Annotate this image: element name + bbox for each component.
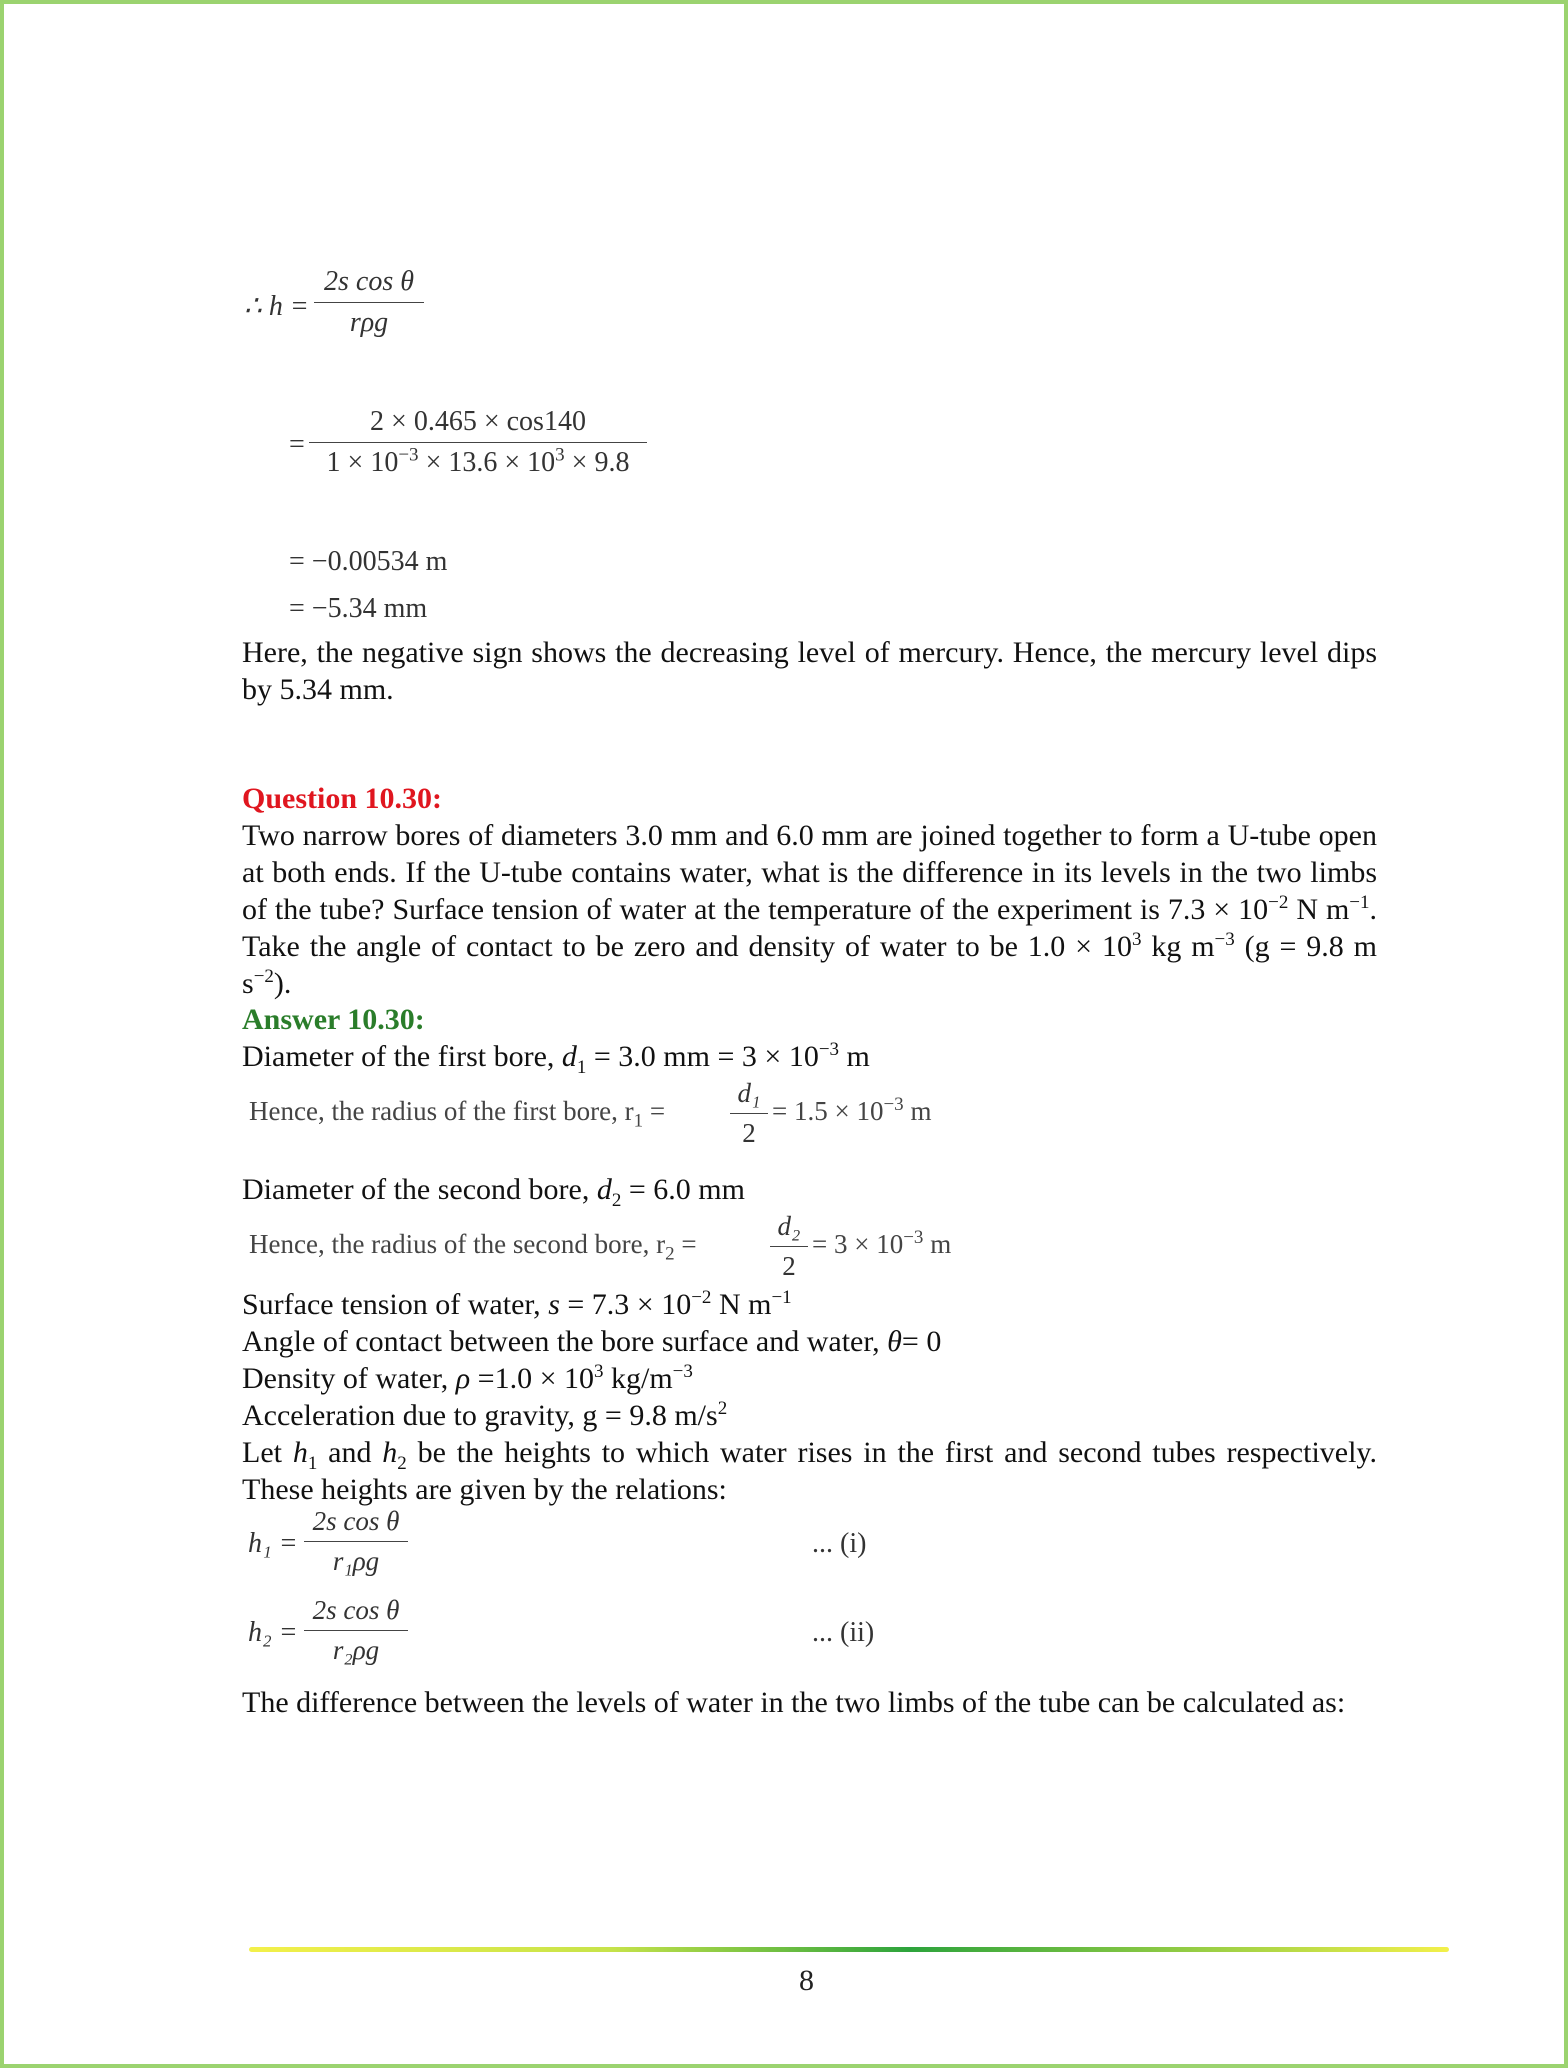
mercury-conclusion-paragraph: Here, the negative sign shows the decreasing level of mercury. Hence, the mercury level dips by 5.34 mm. bbox=[242, 636, 1377, 706]
d2-label: Diameter of the second bore, bbox=[242, 1173, 597, 1206]
g-label: Acceleration due to gravity, g = 9.8 m/s bbox=[242, 1399, 718, 1432]
question-exp-c: 3 bbox=[1131, 929, 1142, 950]
question-text-d: kg m bbox=[1141, 930, 1215, 963]
substitution-fraction bbox=[309, 406, 647, 479]
h-formula-numerator: 2s cos θ bbox=[324, 266, 414, 297]
eq2-numerator: 2s cos θ bbox=[312, 1595, 400, 1625]
contact-angle-line bbox=[242, 1323, 941, 1360]
r2-label: Hence, the radius of the second bore, r bbox=[249, 1229, 666, 1259]
r2-equals: = bbox=[674, 1229, 697, 1259]
r2-subscript: 2 bbox=[665, 1243, 675, 1265]
closing-paragraph: The difference between the levels of water in the two limbs of the tube can be calculated as: bbox=[242, 1686, 1346, 1719]
eq2-tag: ... (ii) bbox=[812, 1617, 875, 1648]
surface-tension-line bbox=[242, 1286, 792, 1323]
h2-symbol: h bbox=[382, 1436, 398, 1469]
question-title: Question 10.30: bbox=[242, 782, 443, 815]
g-exponent: 2 bbox=[717, 1398, 728, 1419]
h-formula-denominator: rρg bbox=[349, 307, 389, 338]
question-paragraph bbox=[242, 817, 1377, 1002]
rho-unit-exponent: −3 bbox=[672, 1361, 693, 1382]
rho-symbol: ρ bbox=[455, 1362, 471, 1395]
rho-value: =1.0 × 10 bbox=[470, 1362, 594, 1395]
r2-unit: m bbox=[923, 1229, 952, 1259]
r2-value-line bbox=[812, 1229, 951, 1260]
question-text-c: . Take the angle of contact to be zero and density of water to be 1.0 × 10 bbox=[242, 893, 1377, 963]
s-exponent: −2 bbox=[691, 1287, 712, 1308]
d1-label: Diameter of the first bore, bbox=[242, 1040, 562, 1073]
r1-unit: m bbox=[903, 1096, 932, 1126]
eq1-denominator: r₁ρg bbox=[332, 1546, 380, 1576]
eq1-fraction bbox=[304, 1506, 408, 1577]
answer-title: Answer 10.30: bbox=[242, 1003, 425, 1036]
s-unit-exponent: −1 bbox=[771, 1287, 792, 1308]
d2-subscript: 2 bbox=[611, 1190, 622, 1211]
question-text-e: (g = 9.8 m s bbox=[242, 930, 1377, 1000]
question-exp-e: −2 bbox=[253, 966, 274, 987]
r1-label: Hence, the radius of the first bore, r bbox=[249, 1096, 634, 1126]
d1-exponent: −3 bbox=[818, 1039, 840, 1060]
r2-numerator: d₂ bbox=[777, 1211, 801, 1241]
eq2-lhs: h₂ = bbox=[248, 1617, 298, 1648]
r2-value: = 3 × 10 bbox=[812, 1229, 904, 1259]
r1-denominator: 2 bbox=[742, 1118, 756, 1148]
heights-paragraph bbox=[242, 1434, 1377, 1508]
theta-label: Angle of contact between the bore surface and water, bbox=[242, 1325, 888, 1358]
den-part-2: × 13.6 × 10 bbox=[418, 447, 556, 478]
fraction-bar bbox=[314, 302, 424, 303]
r1-subscript: 1 bbox=[633, 1110, 644, 1132]
footer-divider bbox=[249, 1947, 1449, 1952]
d2-value: = 6.0 mm bbox=[621, 1173, 745, 1206]
r1-numerator: d₁ bbox=[737, 1078, 761, 1108]
fraction-bar bbox=[770, 1246, 808, 1247]
question-exp-b: −1 bbox=[1349, 892, 1370, 913]
fraction-bar bbox=[304, 1541, 408, 1542]
r1-value-line bbox=[772, 1096, 931, 1127]
r2-denominator: 2 bbox=[782, 1251, 796, 1281]
d1-subscript: 1 bbox=[576, 1057, 587, 1078]
eq1-numerator: 2s cos θ bbox=[312, 1506, 400, 1536]
page-number: 8 bbox=[799, 1964, 814, 1997]
d1-value: = 3.0 mm = 3 × 10 bbox=[586, 1040, 819, 1073]
r1-value: = 1.5 × 10 bbox=[772, 1096, 884, 1126]
question-text-a: Two narrow bores of diameters 3.0 mm and 6.0 mm are joined together to form a U-tube open at both ends. If the U-tube contains water, what is the difference in its levels in the two limbs of the tube? Surface tension of water at the temperature of the experiment is 7.3 × 10 bbox=[242, 819, 1377, 926]
question-text-f: ). bbox=[273, 967, 292, 1000]
r1-fraction bbox=[730, 1078, 768, 1149]
h-formula-fraction bbox=[314, 266, 424, 339]
den-exp-1: −3 bbox=[398, 444, 419, 466]
h-lhs-text: ∴ h = bbox=[244, 291, 309, 322]
rho-exponent: 3 bbox=[594, 1361, 604, 1382]
heights-text-a: Let bbox=[242, 1436, 293, 1469]
d2-line bbox=[242, 1171, 745, 1211]
fraction-bar bbox=[730, 1113, 768, 1114]
eq2-denominator: r₂ρg bbox=[332, 1635, 380, 1665]
eq2-fraction bbox=[304, 1595, 408, 1666]
rho-unit: kg/m bbox=[603, 1362, 673, 1395]
fraction-bar bbox=[309, 442, 647, 443]
eq1-tag: ... (i) bbox=[812, 1528, 867, 1559]
h2-subscript: 2 bbox=[397, 1453, 407, 1474]
den-exp-2: 3 bbox=[555, 444, 565, 466]
heights-text-c: be the heights to which water rises in the first and second tubes respectively. These heights are given by the relations: bbox=[242, 1436, 1377, 1506]
d1-line bbox=[242, 1038, 870, 1078]
question-exp-d: −3 bbox=[1214, 929, 1235, 950]
theta-symbol: θ bbox=[887, 1325, 902, 1358]
d2-symbol: d bbox=[596, 1173, 612, 1206]
r2-line bbox=[249, 1229, 697, 1265]
substitution-numerator: 2 × 0.465 × cos140 bbox=[370, 406, 586, 437]
question-exp-a: −2 bbox=[1268, 892, 1289, 913]
s-value: = 7.3 × 10 bbox=[559, 1288, 692, 1321]
fraction-bar bbox=[304, 1630, 408, 1631]
h1-subscript: 1 bbox=[307, 1453, 318, 1474]
h1-symbol: h bbox=[292, 1436, 308, 1469]
r2-exponent: −3 bbox=[903, 1227, 924, 1248]
result-millimeters: = −5.34 mm bbox=[289, 593, 428, 624]
eq1-lhs: h₁ = bbox=[248, 1528, 298, 1559]
d1-unit: m bbox=[839, 1040, 870, 1073]
r1-equals: = bbox=[643, 1096, 666, 1126]
r1-exponent: −3 bbox=[883, 1094, 904, 1115]
substitution-equals: = bbox=[289, 429, 305, 460]
s-unit: N m bbox=[711, 1288, 772, 1321]
den-part-1: 1 × 10 bbox=[326, 447, 399, 478]
s-symbol: s bbox=[548, 1288, 560, 1321]
gravity-line bbox=[242, 1397, 727, 1434]
theta-value: = 0 bbox=[901, 1325, 942, 1358]
r2-fraction bbox=[770, 1211, 808, 1282]
substitution-denominator bbox=[309, 444, 647, 479]
rho-label: Density of water, bbox=[242, 1362, 456, 1395]
s-label: Surface tension of water, bbox=[242, 1288, 549, 1321]
r1-line bbox=[249, 1096, 666, 1132]
heights-text-b: and bbox=[317, 1436, 383, 1469]
d1-symbol: d bbox=[561, 1040, 577, 1073]
h-formula-lhs bbox=[244, 289, 309, 323]
result-meters: = −0.00534 m bbox=[289, 546, 448, 577]
den-part-3: × 9.8 bbox=[564, 447, 630, 478]
density-line bbox=[242, 1360, 693, 1397]
question-text-b: N m bbox=[1288, 893, 1350, 926]
